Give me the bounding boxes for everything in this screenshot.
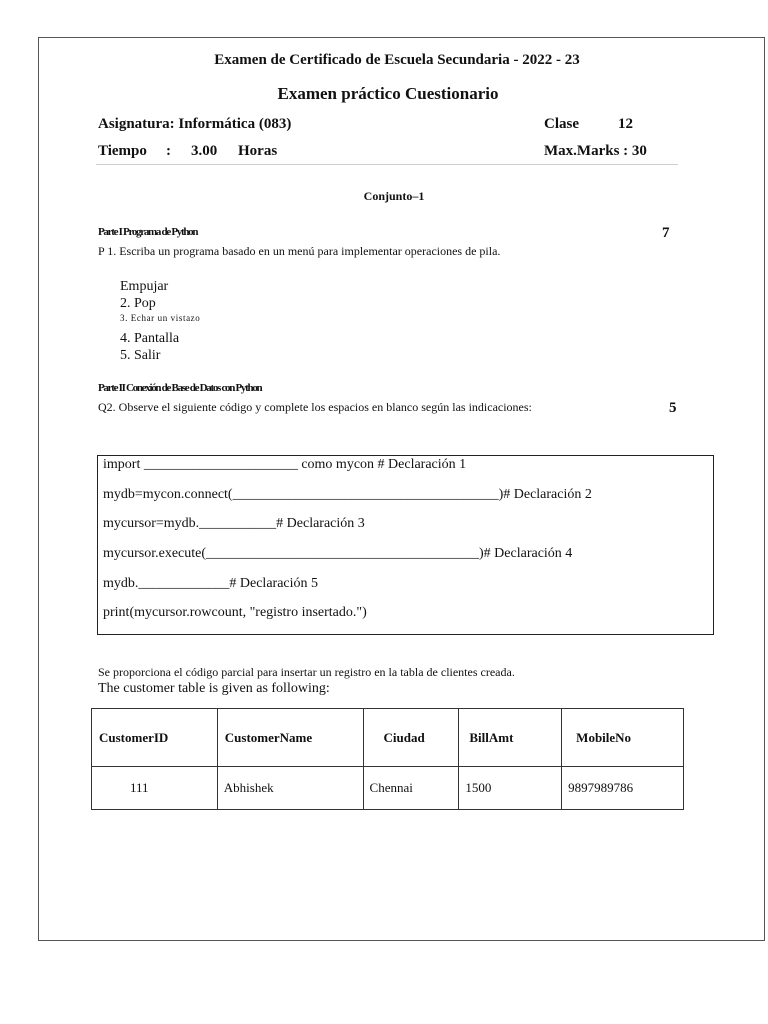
exam-subtitle: Examen práctico Cuestionario (277, 84, 499, 103)
max-marks: Max.Marks : 30 (544, 143, 647, 159)
option-2: 2. Pop (120, 296, 156, 311)
option-5: 5. Salir (120, 348, 161, 363)
subject: Asignatura: Informática (083) (98, 116, 292, 132)
table-cell: Abhishek (217, 767, 363, 810)
table-intro: The customer table is given as following: (98, 681, 330, 696)
table-cell: 1500 (459, 767, 562, 810)
column-header: Ciudad (363, 709, 459, 767)
code-line-4: mycursor.execute(_______________________________________)# Declaración 4 (103, 546, 573, 561)
exam-title: Examen de Certificado de Escuela Secundaria - 2022 - 23 (214, 52, 580, 68)
set-label: Conjunto–1 (363, 189, 425, 203)
class-value: 12 (618, 116, 633, 132)
part1-marks: 7 (662, 225, 670, 241)
question-2: Q2. Observe el siguiente código y complete los espacios en blanco según las indicaciones: (98, 400, 532, 414)
option-1: Empujar (120, 279, 169, 294)
customer-table (91, 708, 684, 810)
time-value: 3.00 (191, 143, 218, 159)
code-line-5: mydb._____________# Declaración 5 (103, 576, 319, 591)
header-divider (96, 164, 678, 165)
column-header: BillAmt (459, 709, 562, 767)
code-line-6: print(mycursor.rowcount, "registro insertado.") (103, 605, 367, 620)
column-header: MobileNo (562, 709, 684, 767)
table-cell: 9897989786 (562, 767, 684, 810)
code-line-1: import ______________________ como mycon # Declaración 1 (103, 457, 467, 472)
code-line-3: mycursor=mydb.___________# Declaración 3 (103, 516, 365, 531)
part2-marks: 5 (669, 400, 677, 416)
part2-heading: Parte II Conexión de Base de Datos con Python (98, 382, 262, 394)
table-row (92, 767, 684, 810)
code-line-2: mydb=mycon.connect(______________________________________)# Declaración 2 (103, 487, 592, 502)
option-3: 3. Echar un vistazo (120, 313, 201, 323)
option-4: 4. Pantalla (120, 331, 180, 346)
class-label: Clase (544, 116, 579, 132)
partial-code-note: Se proporciona el código parcial para insertar un registro en la tabla de clientes creada. (98, 665, 515, 679)
time-label: Tiempo (98, 143, 147, 159)
time-unit: Horas (238, 143, 278, 159)
time-separator: : (166, 143, 171, 159)
column-header: CustomerID (92, 709, 218, 767)
question-1: P 1. Escriba un programa basado en un menú para implementar operaciones de pila. (98, 244, 501, 258)
table-header-row (92, 709, 684, 767)
table-cell: 111 (92, 767, 218, 810)
column-header: CustomerName (217, 709, 363, 767)
part1-heading: Parte I Programa de Python (98, 226, 198, 238)
table-cell: Chennai (363, 767, 459, 810)
